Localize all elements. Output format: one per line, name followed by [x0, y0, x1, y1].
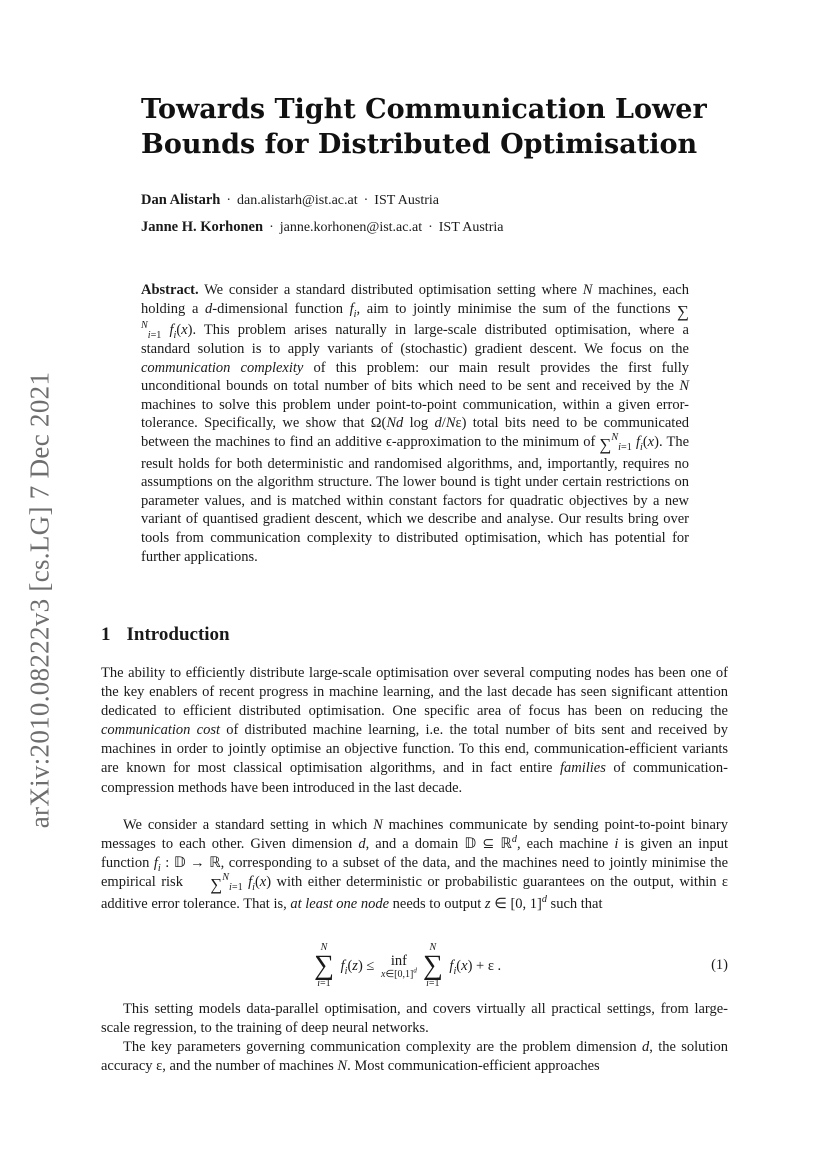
author-2: Janne H. Korhonen · janne.korhonen@ist.ac.at · IST Austria — [141, 219, 504, 235]
author-affiliation: IST Austria — [374, 193, 439, 208]
intro-paragraph-1: The ability to efficiently distribute large-scale optimisation over several computing nodes has been one of the key enablers of recent progress in machine learning, and the last decade has seen significant attention dedicated to efficient distributed optimisation. One specific area of focus has been on reducing the communication cost of distributed machine learning, i.e. the total number of bits sent and received by machines in order to jointly optimise an objective function. To this end, communication-efficient variants are known for most classical optimisation algorithms, and in fact entire families of communication-compression methods have been introduced in the last decade. — [101, 665, 728, 796]
equation-number: (1) — [711, 957, 728, 973]
abstract-label: Abstract. — [141, 282, 199, 298]
intro-paragraph-2: We consider a standard setting in which N machines communicate by sending point-to-point binary messages to each other. Given dimension d, and a domain 𝔻 ⊆ ℝ$^d$, each machine i is given an input function $f_i$ : 𝔻 → ℝ, corresponding to a subset of the data, and the machines need to jointly minimise the empirical risk ∑$^N_{i=1}$ $f_i(x)$ with either deterministic or probabilistic guarantees on the output, within ε additive error tolerance. That is, at least one node needs to output z ∈ [0, 1]$^d$ such that — [101, 817, 729, 912]
section-title: Introduction — [126, 624, 230, 645]
arxiv-id-text: arXiv:2010.08222v3 [cs.LG] 7 Dec 2021 — [24, 371, 55, 829]
section-number: 1 — [101, 624, 111, 645]
title-line-1: Towards Tight Communication Lower — [141, 94, 707, 125]
paper-title — [141, 92, 761, 162]
emphasis: communication complexity — [141, 359, 304, 376]
author-name: Janne H. Korhonen — [141, 219, 264, 235]
abstract: Abstract. We consider a standard distributed optimisation setting where N machines, each holding a d-dimensional function $f_i$, aim to jointly minimise the sum of the functions ∑$^N_{i=1}$ $f_i(x)$. This problem arises naturally in large-scale distributed optimisation, where a standard solution is to apply variants of (stochastic) gradient descent. We focus on the communication complexity of this problem: our main result provides the first fully unconditional bounds on total number of bits which need to be sent and received by the N machines to solve this problem under point-to-point communication, within a given error-tolerance. Specifically, we show that Ω(Nd log d/Nε) total bits need to be communicated between the machines to find an additive ϵ-approximation to the minimum of ∑$^N_{i=1}$ $f_i(x)$. The result holds for both deterministic and randomised algorithms, and, importantly, requires no assumptions on the algorithm structure. The lower bound is tight under certain restrictions on parameter values, and is matched within constant factors for quadratic objectives by a new variant of quantised gradient descent, which we describe and analyse. Our results bring over tools from communication complexity to distributed optimisation, which has potential for further applications. — [141, 282, 690, 565]
author-email[interactable]: janne.korhonen@ist.ac.at — [279, 220, 423, 235]
author-email[interactable]: dan.alistarh@ist.ac.at — [237, 193, 358, 208]
title-line-2: Bounds for Distributed Optimisation — [141, 129, 698, 160]
section-heading — [101, 624, 230, 646]
arxiv-identifier — [20, 340, 60, 860]
author-1: Dan Alistarh · dan.alistarh@ist.ac.at · IST Austria — [141, 192, 439, 208]
equation-body: N ∑ i=1 $f_i(z)$ ≤ inf $x\in[0,1]^d$ N ∑ i=1 $f_i(x) + \varepsilon$ . — [314, 942, 502, 989]
author-name: Dan Alistarh — [141, 192, 221, 208]
equation-1 — [101, 938, 728, 994]
intro-paragraph-3: This setting models data-parallel optimisation, and covers virtually all practical settings, from large-scale regression, to the training of deep neural networks. — [101, 1001, 728, 1037]
intro-paragraph-4: The key parameters governing communication complexity are the problem dimension d, the solution accuracy ε, and the number of machines N. Most communication-efficient approaches — [101, 1039, 728, 1075]
author-affiliation: IST Austria — [438, 220, 504, 235]
